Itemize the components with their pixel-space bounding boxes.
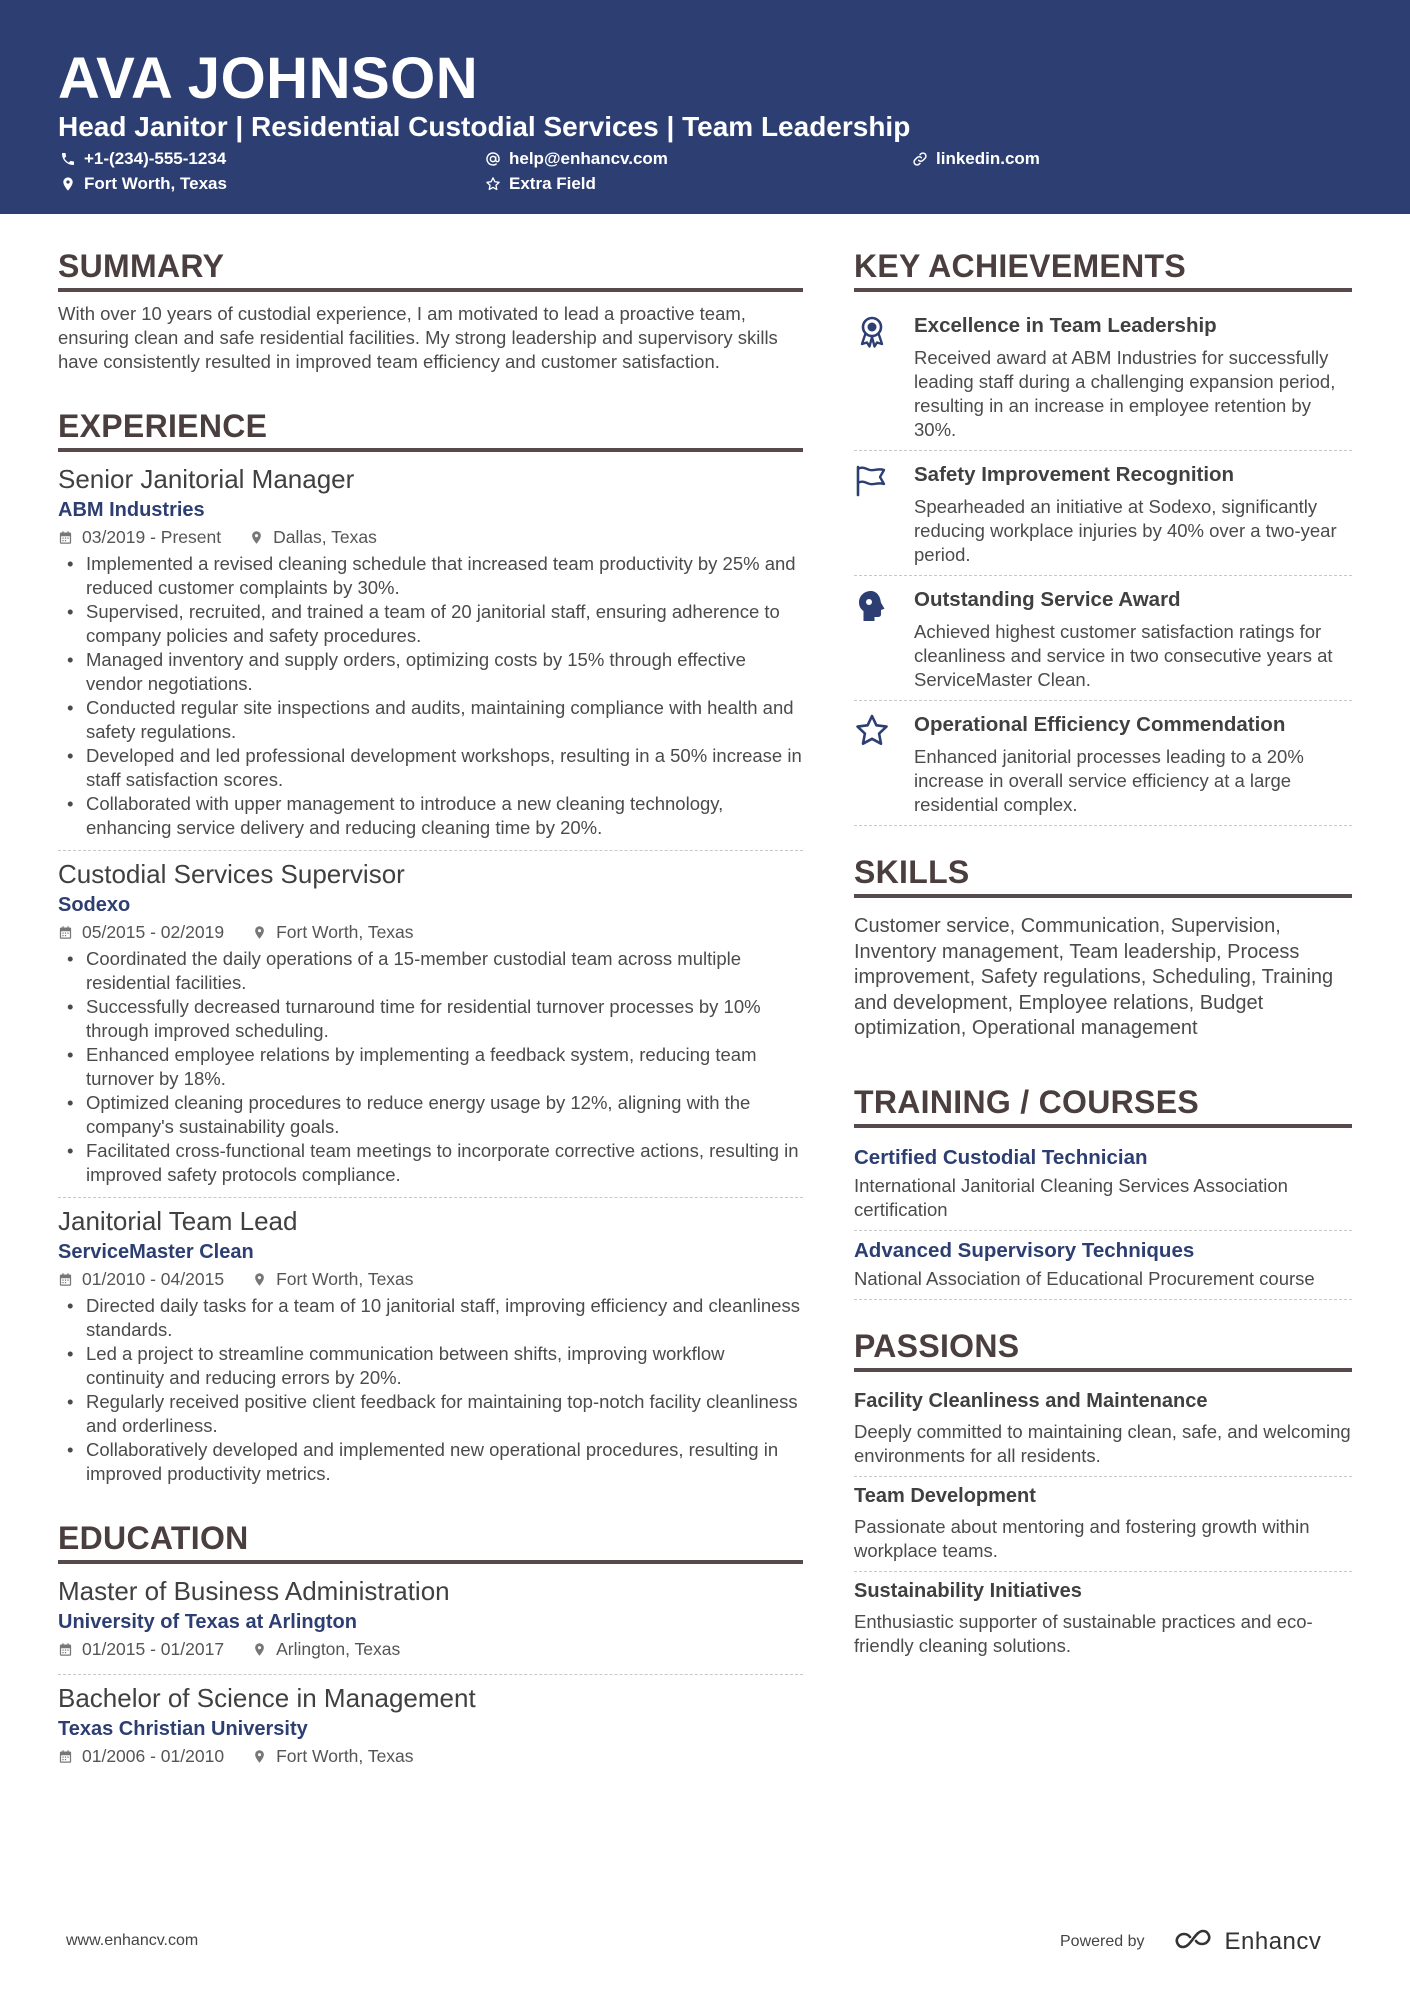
achievement-item bbox=[854, 302, 1352, 451]
summary-heading: SUMMARY bbox=[58, 240, 803, 292]
job-bullets bbox=[58, 552, 803, 840]
calendar-icon bbox=[58, 530, 73, 545]
passion-desc: Deeply committed to maintaining clean, safe, and welcoming environments for all residents. bbox=[854, 1420, 1351, 1466]
passion-desc: Passionate about mentoring and fostering growth within workplace teams. bbox=[854, 1515, 1310, 1561]
list-item: • Facilitated cross-functional team meetings to incorporate corrective actions, resulting in improved safety protocols compliance. bbox=[58, 1139, 803, 1187]
education-dates: 01/2006 - 01/2010 bbox=[82, 1746, 225, 1766]
star-icon bbox=[854, 713, 890, 749]
flag-icon bbox=[854, 463, 890, 499]
left-column bbox=[58, 240, 803, 1781]
brand-name: Enhancv bbox=[1224, 1928, 1322, 1955]
contact-link[interactable] bbox=[912, 148, 1040, 170]
list-item: • Directed daily tasks for a team of 10 janitorial staff, improving efficiency and cleanliness standards. bbox=[58, 1294, 803, 1342]
list-item: • Collaborated with upper management to introduce a new cleaning technology, enhancing service delivery and reducing cleaning time by 20%. bbox=[58, 792, 803, 840]
calendar-icon bbox=[58, 1272, 73, 1287]
email-text: help@enhancv.com bbox=[509, 149, 668, 168]
experience-heading: EXPERIENCE bbox=[58, 400, 803, 452]
achievement-title: Operational Efficiency Commendation bbox=[914, 713, 1286, 736]
contact-email[interactable] bbox=[485, 148, 668, 170]
job-location: Dallas, Texas bbox=[273, 527, 377, 547]
skills-text: Customer service, Communication, Supervision, Inventory management, Team leadership, Process improvement, Safety regulations, Scheduling, Training and development, Employee relations, Budget optimization, Operational management bbox=[854, 915, 1334, 1039]
job-role: Janitorial Team Lead bbox=[58, 1206, 298, 1236]
list-item: • Conducted regular site inspections and audits, maintaining compliance with health and safety regulations. bbox=[58, 696, 803, 744]
link-text: linkedin.com bbox=[936, 149, 1040, 168]
list-item: • Successfully decreased turnaround time for residential turnover processes by 10% through improved scheduling. bbox=[58, 995, 803, 1043]
achievement-title: Safety Improvement Recognition bbox=[914, 463, 1235, 486]
achievement-desc: Achieved highest customer satisfaction ratings for cleanliness and service in two consecutive years at ServiceMaster Clean. bbox=[914, 621, 1333, 690]
location-pin-icon bbox=[249, 530, 264, 545]
link-icon bbox=[912, 151, 928, 167]
education-location: Arlington, Texas bbox=[276, 1639, 401, 1659]
achievement-item bbox=[854, 701, 1352, 826]
contact-phone[interactable] bbox=[60, 148, 226, 170]
summary-text: With over 10 years of custodial experience, I am motivated to lead a proactive team, ensuring clean and safe residential facilities. My strong leadership and supervisory skills have consistently resulted in improved team efficiency and customer satisfaction. bbox=[58, 303, 778, 372]
contact-extra bbox=[485, 173, 596, 195]
location-pin-icon bbox=[252, 1272, 267, 1287]
skills-heading: SKILLS bbox=[854, 846, 1352, 898]
powered-by-text: Powered by bbox=[1060, 1933, 1145, 1950]
list-item: • Optimized cleaning procedures to reduce energy usage by 12%, aligning with the company's sustainability goals. bbox=[58, 1091, 803, 1139]
job-company: Sodexo bbox=[58, 894, 131, 916]
extra-field-text: Extra Field bbox=[509, 174, 596, 193]
experience-entry bbox=[58, 462, 803, 850]
location-text: Fort Worth, Texas bbox=[84, 174, 227, 193]
experience-entry bbox=[58, 1197, 803, 1496]
footer-branding[interactable] bbox=[1060, 1928, 1321, 1956]
calendar-icon bbox=[58, 925, 73, 940]
education-heading: EDUCATION bbox=[58, 1512, 803, 1564]
achievement-item bbox=[854, 576, 1352, 701]
passion-item bbox=[854, 1382, 1352, 1477]
passion-title: Facility Cleanliness and Maintenance bbox=[854, 1389, 1208, 1412]
education-dates: 01/2015 - 01/2017 bbox=[82, 1639, 225, 1659]
award-ribbon-icon bbox=[854, 314, 890, 350]
list-item: • Led a project to streamline communication between shifts, improving workflow continuity and reducing errors by 20%. bbox=[58, 1342, 803, 1390]
passion-title: Sustainability Initiatives bbox=[854, 1579, 1082, 1602]
job-bullets bbox=[58, 947, 803, 1187]
phone-text: +1-(234)-555-1234 bbox=[84, 149, 227, 168]
job-dates: 03/2019 - Present bbox=[82, 527, 222, 547]
training-heading: TRAINING / COURSES bbox=[854, 1076, 1352, 1128]
head-profile-icon bbox=[854, 588, 890, 624]
candidate-title: Head Janitor | Residential Custodial Services | Team Leadership bbox=[58, 111, 911, 142]
achievement-desc: Enhanced janitorial processes leading to a 20% increase in overall service efficiency at a large residential complex. bbox=[914, 746, 1304, 815]
right-column bbox=[854, 240, 1352, 1666]
job-location: Fort Worth, Texas bbox=[276, 1269, 414, 1289]
list-item: • Developed and led professional development workshops, resulting in a 50% increase in staff satisfaction scores. bbox=[58, 744, 803, 792]
education-meta bbox=[58, 1636, 803, 1662]
job-role: Senior Janitorial Manager bbox=[58, 464, 355, 494]
list-item: • Regularly received positive client feedback for maintaining top-notch facility cleanliness and orderliness. bbox=[58, 1390, 803, 1438]
school-name: University of Texas at Arlington bbox=[58, 1611, 357, 1633]
job-company: ServiceMaster Clean bbox=[58, 1241, 254, 1263]
job-meta bbox=[58, 1266, 803, 1292]
course-desc: International Janitorial Cleaning Services Association certification bbox=[854, 1174, 1288, 1220]
degree-title: Bachelor of Science in Management bbox=[58, 1683, 476, 1713]
calendar-icon bbox=[58, 1749, 73, 1764]
location-pin-icon bbox=[252, 1749, 267, 1764]
education-meta bbox=[58, 1743, 803, 1769]
course-item bbox=[854, 1138, 1352, 1231]
calendar-icon bbox=[58, 1642, 73, 1657]
candidate-name: AVA JOHNSON bbox=[58, 46, 479, 111]
school-name: Texas Christian University bbox=[58, 1718, 308, 1740]
course-title: Certified Custodial Technician bbox=[854, 1145, 1148, 1169]
job-company: ABM Industries bbox=[58, 499, 205, 521]
job-meta bbox=[58, 919, 803, 945]
location-pin-icon bbox=[60, 176, 76, 192]
job-bullets bbox=[58, 1294, 803, 1486]
achievement-desc: Spearheaded an initiative at Sodexo, significantly reducing workplace injuries by 40% over a two-year period. bbox=[914, 496, 1337, 565]
achievement-item bbox=[854, 451, 1352, 576]
phone-icon bbox=[60, 151, 76, 167]
list-item: • Supervised, recruited, and trained a team of 20 janitorial staff, ensuring adherence to company policies and safety procedures. bbox=[58, 600, 803, 648]
education-entry bbox=[58, 1674, 803, 1781]
footer-website[interactable]: www.enhancv.com bbox=[66, 1932, 199, 1949]
list-item: • Implemented a revised cleaning schedule that increased team productivity by 25% and reduced customer complaints by 30%. bbox=[58, 552, 803, 600]
passion-desc: Enthusiastic supporter of sustainable practices and eco-friendly cleaning solutions. bbox=[854, 1610, 1313, 1656]
achievement-title: Excellence in Team Leadership bbox=[914, 314, 1217, 337]
experience-entry bbox=[58, 850, 803, 1197]
course-item bbox=[854, 1231, 1352, 1300]
location-pin-icon bbox=[252, 1642, 267, 1657]
enhancv-logo-icon bbox=[1171, 1929, 1217, 1955]
contact-location bbox=[60, 173, 227, 195]
achievement-title: Outstanding Service Award bbox=[914, 588, 1181, 611]
job-location: Fort Worth, Texas bbox=[276, 922, 414, 942]
passion-item bbox=[854, 1477, 1352, 1572]
degree-title: Master of Business Administration bbox=[58, 1576, 450, 1606]
education-entry bbox=[58, 1574, 803, 1674]
course-title: Advanced Supervisory Techniques bbox=[854, 1238, 1195, 1262]
job-dates: 05/2015 - 02/2019 bbox=[82, 922, 225, 942]
list-item: • Coordinated the daily operations of a 15-member custodial team across multiple residential facilities. bbox=[58, 947, 803, 995]
course-desc: National Association of Educational Procurement course bbox=[854, 1267, 1315, 1289]
star-outline-icon bbox=[485, 176, 501, 192]
passion-item bbox=[854, 1572, 1352, 1666]
achievements-heading: KEY ACHIEVEMENTS bbox=[854, 240, 1352, 292]
resume-header bbox=[0, 0, 1410, 214]
list-item: • Collaboratively developed and implemented new operational procedures, resulting in improved productivity metrics. bbox=[58, 1438, 803, 1486]
job-role: Custodial Services Supervisor bbox=[58, 859, 405, 889]
job-dates: 01/2010 - 04/2015 bbox=[82, 1269, 225, 1289]
job-meta bbox=[58, 524, 803, 550]
passion-title: Team Development bbox=[854, 1484, 1036, 1507]
list-item: • Enhanced employee relations by implementing a feedback system, reducing team turnover by 18%. bbox=[58, 1043, 803, 1091]
passions-heading: PASSIONS bbox=[854, 1320, 1352, 1372]
education-location: Fort Worth, Texas bbox=[276, 1746, 414, 1766]
list-item: • Managed inventory and supply orders, optimizing costs by 15% through effective vendor negotiations. bbox=[58, 648, 803, 696]
at-icon bbox=[485, 151, 501, 167]
achievement-desc: Received award at ABM Industries for successfully leading staff during a challenging expansion period, resulting in an increase in employee retention by 30%. bbox=[914, 347, 1336, 440]
location-pin-icon bbox=[252, 925, 267, 940]
